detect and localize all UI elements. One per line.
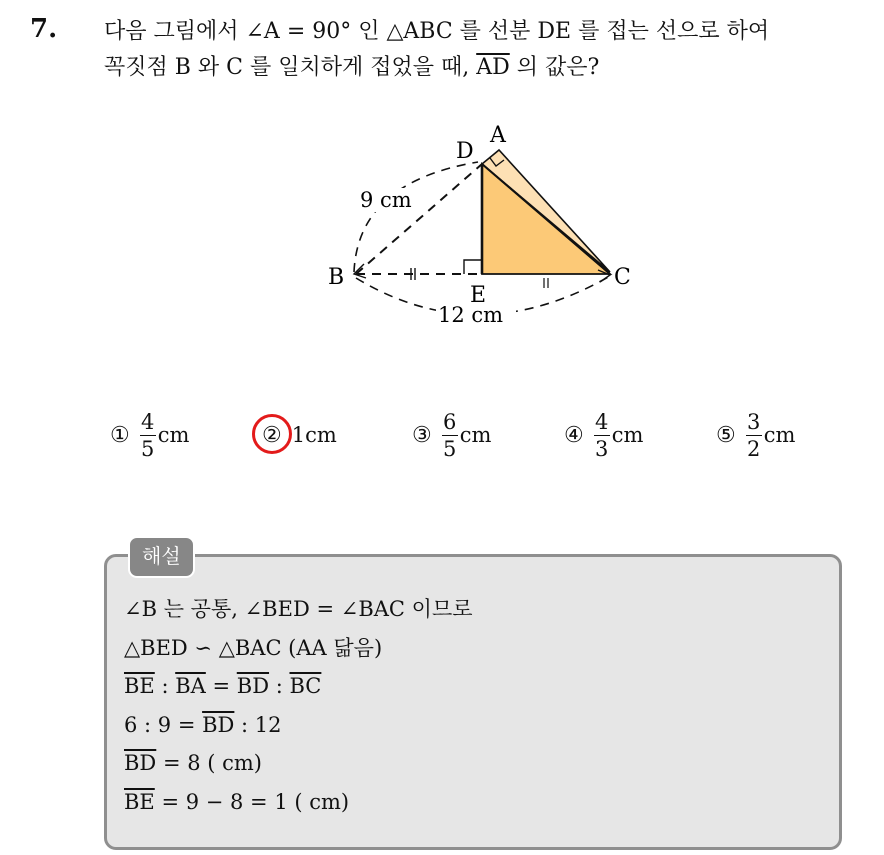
- choice-2[interactable]: ② 1 cm: [262, 402, 337, 468]
- segment-ad: $\overline{AD}$: [476, 55, 510, 80]
- question-line-1: 다음 그림에서 ∠A = 90° 인 △ABC 를 선분 DE 를 접는 선으로 하여: [104, 19, 770, 44]
- solution-lines: [124, 590, 473, 821]
- solution-line-5: $\overline{BD} = 8$ ( cm): [124, 751, 262, 775]
- choice-5[interactable]: ⑤ $\frac{3}{2}$ cm: [716, 409, 796, 461]
- label-c: C: [614, 265, 631, 290]
- fraction: $\frac{4}{5}$: [141, 409, 155, 461]
- label-e: E: [470, 283, 487, 308]
- question-text: [104, 14, 874, 86]
- label-b: B: [328, 265, 345, 290]
- solution-tab: 해설: [128, 536, 195, 578]
- selected-answer-circle: [252, 414, 292, 454]
- question-line-2: 꼭짓점 B 와 C 를 일치하게 접었을 때, $\overline{AD}$ 의 값은?: [104, 55, 600, 80]
- solution-line-2: △BED ∽ △BAC (AA 닮음): [124, 635, 383, 660]
- fraction: $\frac{3}{2}$: [747, 409, 761, 461]
- label-d: D: [456, 139, 474, 164]
- label-a: A: [490, 123, 506, 148]
- label-bd-length: 9 cm: [360, 188, 412, 212]
- solution-line-4: 6 : $9 = \overline{BD}$ : 12: [124, 712, 282, 737]
- triangle-figure: [318, 112, 648, 332]
- choice-3[interactable]: ③ $\frac{6}{5}$ cm: [412, 409, 492, 461]
- question-number: 7.: [30, 14, 58, 44]
- choice-1[interactable]: ① $\frac{4}{5}$ cm: [110, 409, 190, 461]
- solution-line-3: $\overline{BE}$ : $\overline{BA} = \overline{BD}$ : $\overline{BC}$: [124, 674, 322, 698]
- fraction: $\frac{4}{3}$: [595, 409, 609, 461]
- choice-4[interactable]: ④ $\frac{4}{3}$ cm: [564, 409, 644, 461]
- solution-line-1: ∠B 는 공통, ∠BED = ∠BAC 이므로: [124, 597, 473, 621]
- fraction: $\frac{6}{5}$: [443, 409, 457, 461]
- solution-line-6: $\overline{BE} = 9 - 8 = 1$ ( cm): [124, 789, 350, 814]
- label-bc-length: 12 cm: [438, 303, 504, 327]
- answer-choices: [110, 402, 830, 472]
